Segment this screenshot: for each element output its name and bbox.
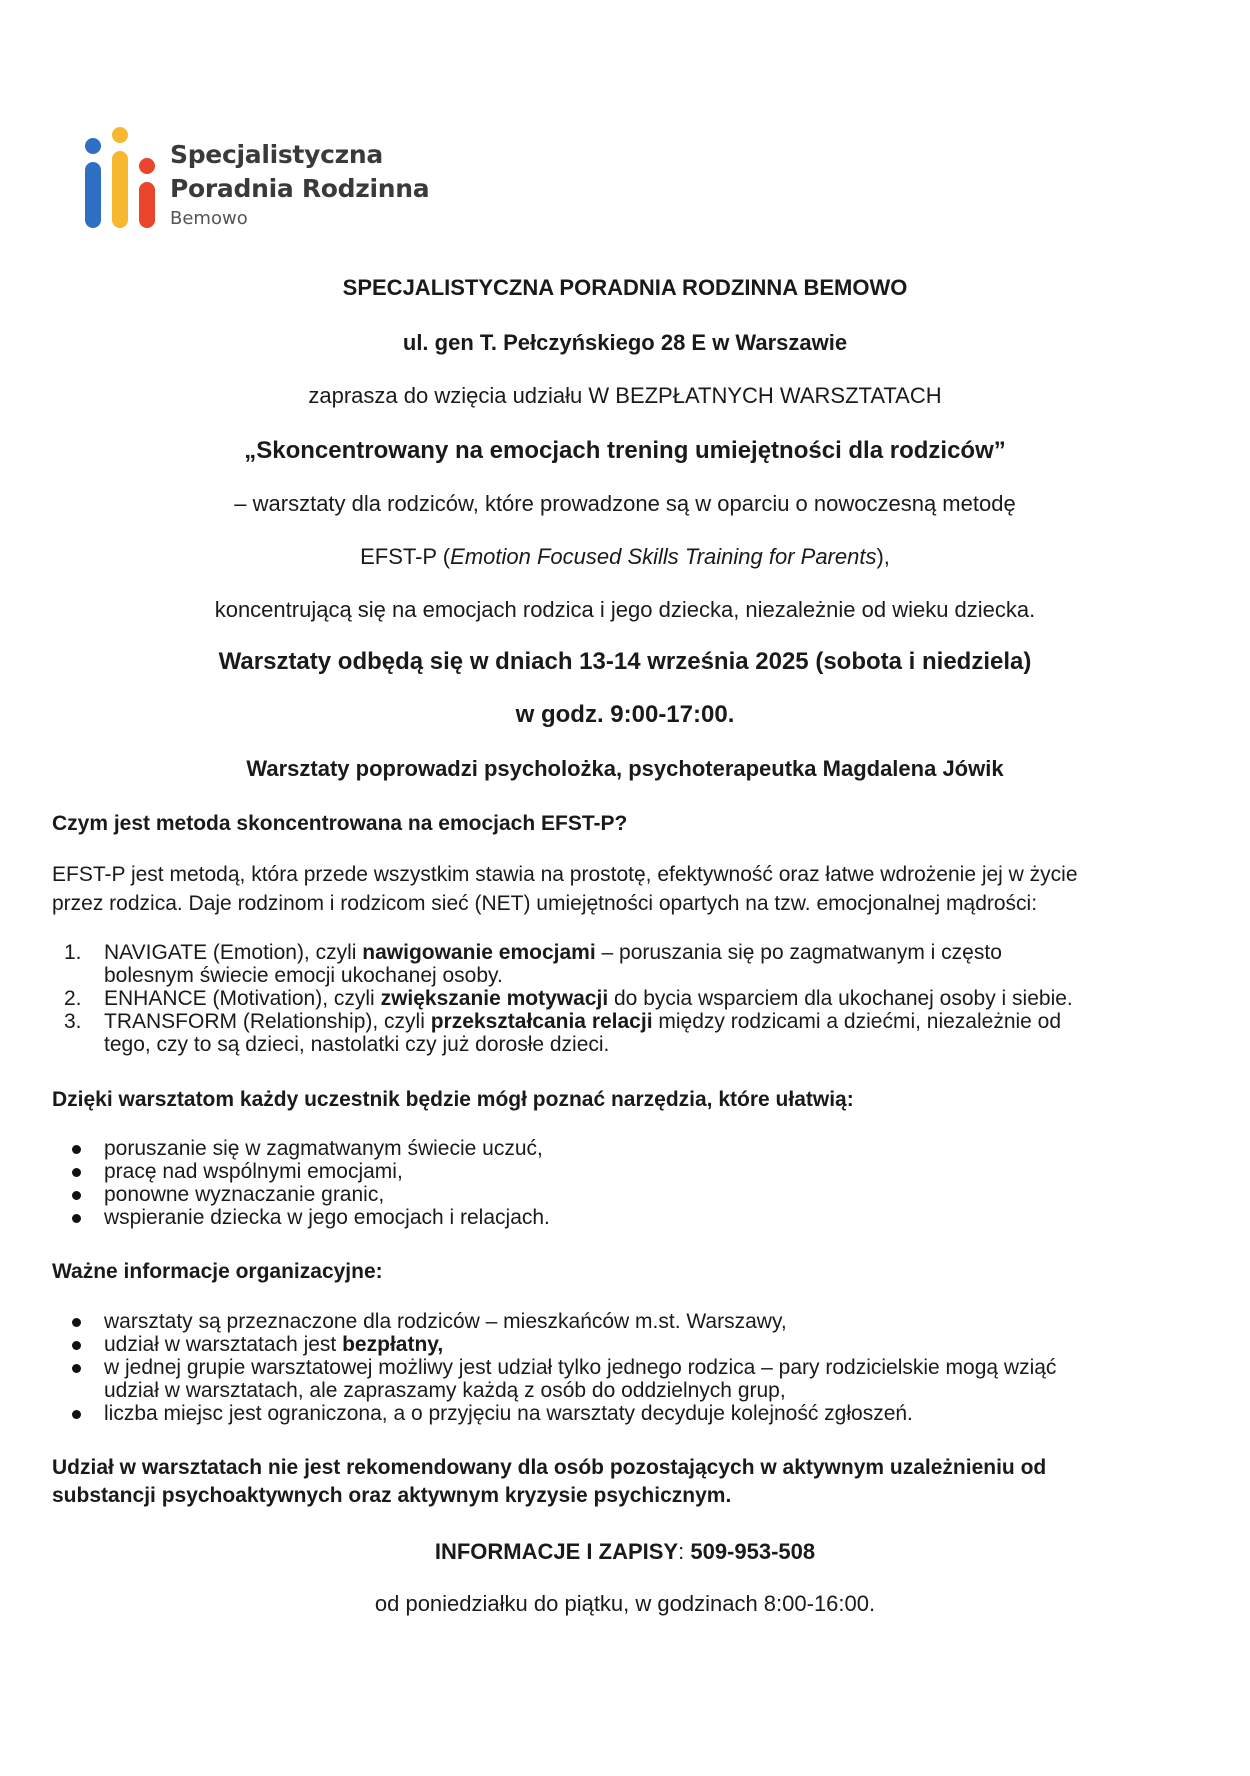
- item-text: bolesnym świecie emocji ukochanej osoby.: [104, 964, 503, 987]
- item-bold: nawigowanie emocjami: [362, 941, 596, 964]
- logo-red-dot: [139, 158, 155, 174]
- contact-separator: :: [678, 1539, 691, 1564]
- contact-phone: 509-953-508: [690, 1539, 816, 1564]
- item-text: do bycia wsparciem dla ukochanej osoby i siebie.: [608, 987, 1073, 1010]
- logo-district: Bemowo: [170, 208, 248, 229]
- item-text: ponowne wyznaczanie granic,: [104, 1183, 385, 1206]
- list-item: [52, 1402, 1202, 1425]
- method-intro-line1: EFST-P jest metodą, która przede wszystkim stawia na prostotę, efektywność oraz łatwe wdrożenie jej w życie: [52, 863, 1078, 886]
- bullet-icon: [72, 1364, 81, 1373]
- org-name: SPECJALISTYCZNA PORADNIA RODZINNA BEMOWO: [342, 275, 908, 300]
- item-bold: bezpłatny,: [342, 1333, 444, 1356]
- item-text: między rodzicami a dziećmi, niezależnie od: [652, 1010, 1062, 1033]
- net-skills-list: [52, 941, 1202, 1056]
- list-number: 1.: [64, 941, 82, 964]
- logo-name-line2: Poradnia Rodzinna: [170, 174, 430, 203]
- item-bold: przekształcania relacji: [430, 1010, 653, 1033]
- item-bold: zwiększanie motywacji: [380, 987, 609, 1010]
- item-text: – poruszania się po zagmatwanym i często: [595, 941, 1002, 964]
- method-intro-line2: przez rodzica. Daje rodzinom i rodzicom sieć (NET) umiejętności opartych na tzw. emocjonalnej mądrości:: [52, 892, 1038, 915]
- list-number: 3.: [64, 1010, 82, 1033]
- item-text: ENHANCE (Motivation), czyli: [104, 987, 381, 1010]
- bullet-icon: [72, 1410, 81, 1419]
- item-text: w jednej grupie warsztatowej możliwy jest udział tylko jednego rodzica – pary rodzicielskie mogą wziąć: [104, 1356, 1057, 1379]
- logo-text: [170, 138, 429, 232]
- bullet-icon: [72, 1341, 81, 1350]
- section-heading-organizational: Ważne informacje organizacyjne:: [52, 1260, 383, 1283]
- method-focus: koncentrującą się na emocjach rodzica i jego dziecka, niezależnie od wieku dziecka.: [214, 597, 1036, 622]
- list-item: [52, 1137, 1202, 1160]
- section-heading-method: Czym jest metoda skoncentrowana na emocjach EFST-P?: [52, 812, 628, 835]
- item-text: TRANSFORM (Relationship), czyli: [104, 1010, 431, 1033]
- item-text: udział w warsztatach jest: [104, 1333, 343, 1356]
- item-text: liczba miejsc jest ograniczona, a o przyjęciu na warsztaty decyduje kolejność zgłoszeń.: [104, 1402, 913, 1425]
- invitation: zaprasza do wzięcia udziału W BEZPŁATNYCH WARSZTATACH: [308, 383, 942, 408]
- item-text: udział w warsztatach, ale zapraszamy każdą z osób do oddzielnych grup,: [104, 1379, 786, 1402]
- method-suffix: ),: [876, 544, 890, 569]
- workshop-hours: w godz. 9:00-17:00.: [515, 701, 735, 728]
- workshop-title: „Skoncentrowany na emocjach trening umiejętności dla rodziców”: [244, 437, 1006, 464]
- item-text: tego, czy to są dzieci, nastolatki czy już dorosłe dzieci.: [104, 1033, 610, 1056]
- bullet-icon: [72, 1191, 81, 1200]
- list-number: 2.: [64, 987, 82, 1010]
- logo-red-bar: [139, 182, 155, 228]
- list-item: [52, 1160, 1202, 1183]
- bullet-icon: [72, 1214, 81, 1223]
- organizational-list: [52, 1310, 1202, 1425]
- item-text: warsztaty są przeznaczone dla rodziców – mieszkańców m.st. Warszawy,: [104, 1310, 787, 1333]
- section-heading-tools: Dzięki warsztatom każdy uczestnik będzie mógł poznać narzędzia, które ułatwią:: [52, 1088, 854, 1111]
- list-item: [52, 987, 1202, 1010]
- contact-label: INFORMACJE I ZAPISY: [434, 1539, 679, 1564]
- method-name: [0, 543, 1250, 571]
- list-item: [52, 1333, 1202, 1356]
- workshop-leader: Warsztaty poprowadzi psycholożka, psychoterapeutka Magdalena Jówik: [246, 756, 1004, 781]
- contact-hours: od poniedziałku do piątku, w godzinach 8:00-16:00.: [374, 1591, 876, 1616]
- logo-blue-bar: [85, 162, 101, 228]
- list-item: [52, 1356, 1202, 1402]
- logo-yellow-bar: [112, 151, 128, 228]
- item-text: poruszanie się w zagmatwanym świecie uczuć,: [104, 1137, 543, 1160]
- warning-note: [52, 1454, 1212, 1510]
- method-prefix: EFST-P (: [360, 544, 451, 569]
- tools-list: [52, 1137, 1202, 1229]
- warning-line1: Udział w warsztatach nie jest rekomendowany dla osób pozostających w aktywnym uzależnieniu od: [52, 1456, 1047, 1479]
- logo-mark-icon: [80, 122, 160, 232]
- logo-name-line1: Specjalistyczna: [170, 140, 383, 169]
- method-intro: [52, 860, 1212, 918]
- logo-blue-dot: [85, 138, 101, 154]
- workshop-dates: Warsztaty odbędą się w dniach 13-14 września 2025 (sobota i niedziela): [218, 648, 1032, 675]
- item-text: NAVIGATE (Emotion), czyli: [104, 941, 363, 964]
- list-item: [52, 1310, 1202, 1333]
- list-item: [52, 941, 1202, 987]
- list-item: [52, 1183, 1202, 1206]
- warning-line2: substancji psychoaktywnych oraz aktywnym kryzysie psychicznym.: [52, 1484, 732, 1507]
- address: ul. gen T. Pełczyńskiego 28 E w Warszawie: [402, 330, 848, 355]
- bullet-icon: [72, 1318, 81, 1327]
- bullet-icon: [72, 1145, 81, 1154]
- workshop-description: – warsztaty dla rodziców, które prowadzone są w oparciu o nowoczesną metodę: [234, 491, 1016, 516]
- logo-yellow-dot: [112, 127, 128, 143]
- list-item: [52, 1010, 1202, 1056]
- contact-info: [0, 1538, 1250, 1566]
- list-item: [52, 1206, 1202, 1229]
- logo: [80, 122, 440, 232]
- bullet-icon: [72, 1168, 81, 1177]
- item-text: pracę nad wspólnymi emocjami,: [104, 1160, 403, 1183]
- method-full-name: Emotion Focused Skills Training for Parents: [450, 544, 877, 569]
- item-text: wspieranie dziecka w jego emocjach i relacjach.: [104, 1206, 550, 1229]
